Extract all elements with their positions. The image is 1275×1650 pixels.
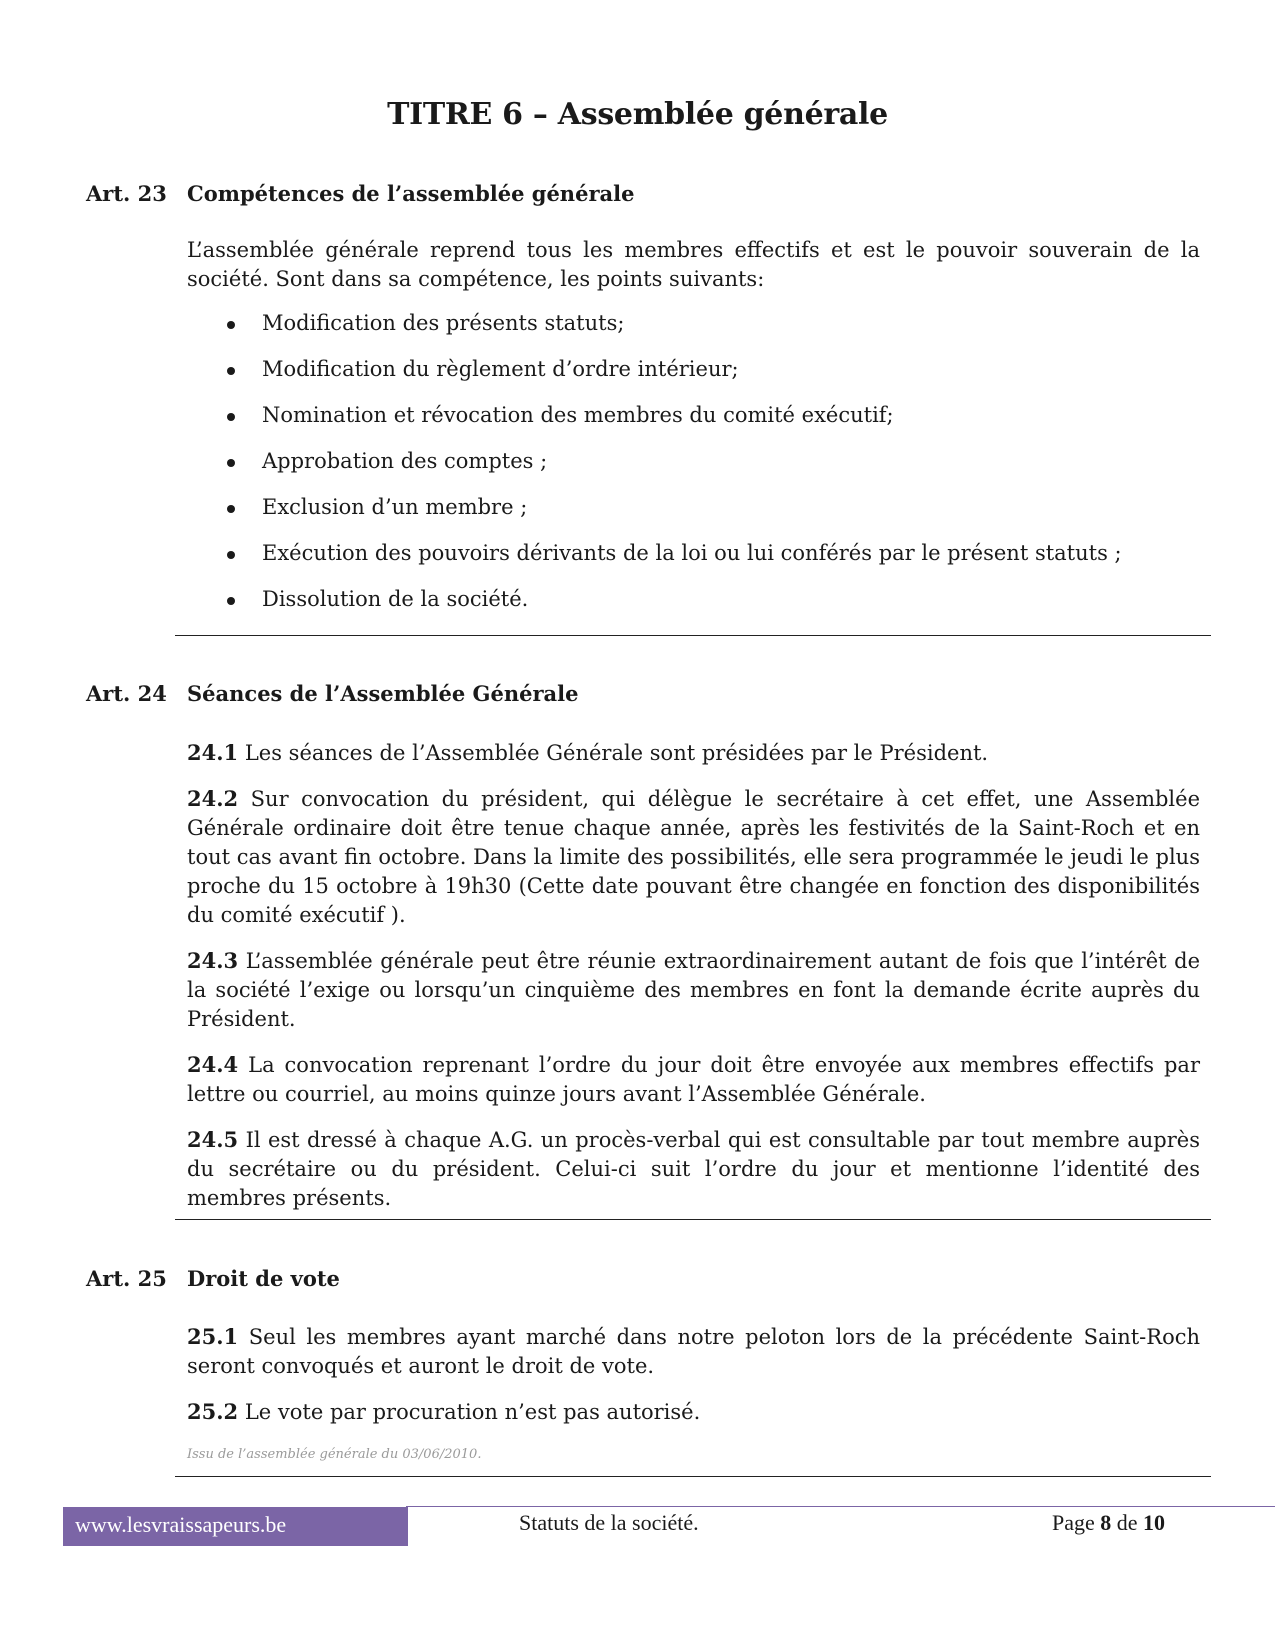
list-item-text: Exclusion d’un membre ; [262, 495, 528, 519]
paragraph [187, 1397, 1200, 1427]
article-title: Compétences de l’assemblée générale [187, 181, 635, 206]
paragraph-text: Les séances de l’Assemblée Générale sont présidées par le Président. [244, 741, 989, 765]
article-number: Art. 23 [86, 181, 167, 206]
paragraph-number: 24.4 [187, 1052, 239, 1077]
section-divider [175, 635, 1211, 636]
article-24-body [187, 738, 1200, 1229]
page-title: TITRE 6 – Assemblée générale [387, 97, 888, 132]
paragraph [187, 1322, 1200, 1381]
paragraph [187, 784, 1200, 930]
article-intro: L’assemblée générale reprend tous les membres effectifs et est le pouvoir souverain de la société. Sont dans sa compétence, les points suivants: [187, 238, 1200, 291]
bullet-icon [227, 505, 235, 513]
article-title: Droit de vote [187, 1266, 340, 1291]
bullet-icon [227, 597, 235, 605]
page-separator: de [1116, 1510, 1138, 1535]
paragraph-text: Seul les membres ayant marché dans notre peloton lors de la précédente Saint-Roch seront convoqués et auront le droit de vote. [187, 1325, 1200, 1378]
page-current: 8 [1100, 1510, 1112, 1535]
paragraph-number: 24.1 [187, 740, 239, 765]
list-item-text: Dissolution de la société. [262, 587, 529, 611]
page-total: 10 [1143, 1510, 1166, 1535]
article-23-body [187, 236, 1200, 631]
footer-divider [406, 1506, 1275, 1507]
article-title: Séances de l’Assemblée Générale [187, 681, 579, 706]
footer-page-number [1052, 1510, 1165, 1536]
paragraph-number: 24.2 [187, 786, 239, 811]
bullet-icon [227, 367, 235, 375]
source-note: Issu de l’assemblée générale du 03/06/2010. [187, 1447, 482, 1462]
list-item [187, 401, 1200, 447]
section-divider [175, 1476, 1211, 1477]
paragraph-text: L’assemblée générale peut être réunie extraordinairement autant de fois que l’intérêt de la société l’exige ou lorsqu’un cinquième des membres en font la demande écrite auprès du Président. [187, 949, 1200, 1031]
paragraph-number: 25.2 [187, 1399, 239, 1424]
page-prefix: Page [1052, 1510, 1095, 1535]
bullet-icon [227, 321, 235, 329]
bullet-icon [227, 551, 235, 559]
footer-website-link[interactable]: www.lesvraissapeurs.be [63, 1507, 408, 1546]
list-item-text: Modification du règlement d’ordre intérieur; [262, 357, 739, 381]
paragraph [187, 738, 1200, 768]
list-item-text: Exécution des pouvoirs dérivants de la loi ou lui conférés par le présent statuts ; [262, 541, 1122, 565]
paragraph-text: Sur convocation du président, qui délègue le secrétaire à cet effet, une Assemblée Générale ordinaire doit être tenue chaque année, après les festivités de la Saint-Roch et en tout cas avant fin octobre. Dans la limite des possibilités, elle sera programmée le jeudi le plus proche du 15 octobre à 19h30 (Cette date pouvant être changée en fonction des disponibilités du comité exécutif ). [187, 787, 1200, 927]
list-item [187, 493, 1200, 539]
paragraph-text: Le vote par procuration n’est pas autorisé. [244, 1400, 701, 1424]
list-item [187, 447, 1200, 493]
section-divider [175, 1219, 1211, 1220]
paragraph-number: 24.3 [187, 948, 239, 973]
paragraph-number: 25.1 [187, 1324, 239, 1349]
paragraph-text: La convocation reprenant l’ordre du jour doit être envoyée aux membres effectifs par lettre ou courriel, au moins quinze jours avant l’Assemblée Générale. [187, 1053, 1200, 1106]
footer-document-title: Statuts de la société. [519, 1510, 699, 1535]
article-number: Art. 25 [86, 1266, 167, 1291]
paragraph-number: 24.5 [187, 1127, 239, 1152]
list-item-text: Modification des présents statuts; [262, 311, 625, 335]
paragraph [187, 1050, 1200, 1109]
competence-list [187, 309, 1200, 631]
list-item-text: Nomination et révocation des membres du comité exécutif; [262, 403, 894, 427]
paragraph [187, 946, 1200, 1034]
bullet-icon [227, 459, 235, 467]
article-number: Art. 24 [86, 681, 167, 706]
paragraph [187, 1125, 1200, 1213]
list-item-text: Approbation des comptes ; [262, 449, 548, 473]
article-25-body [187, 1322, 1200, 1427]
paragraph-text: Il est dressé à chaque A.G. un procès-verbal qui est consultable par tout membre auprès du secrétaire ou du président. Celui-ci suit l’ordre du jour et mentionne l’identité des membres présents. [187, 1128, 1200, 1210]
list-item [187, 355, 1200, 401]
list-item [187, 309, 1200, 355]
bullet-icon [227, 413, 235, 421]
list-item [187, 585, 1200, 631]
list-item [187, 539, 1200, 585]
